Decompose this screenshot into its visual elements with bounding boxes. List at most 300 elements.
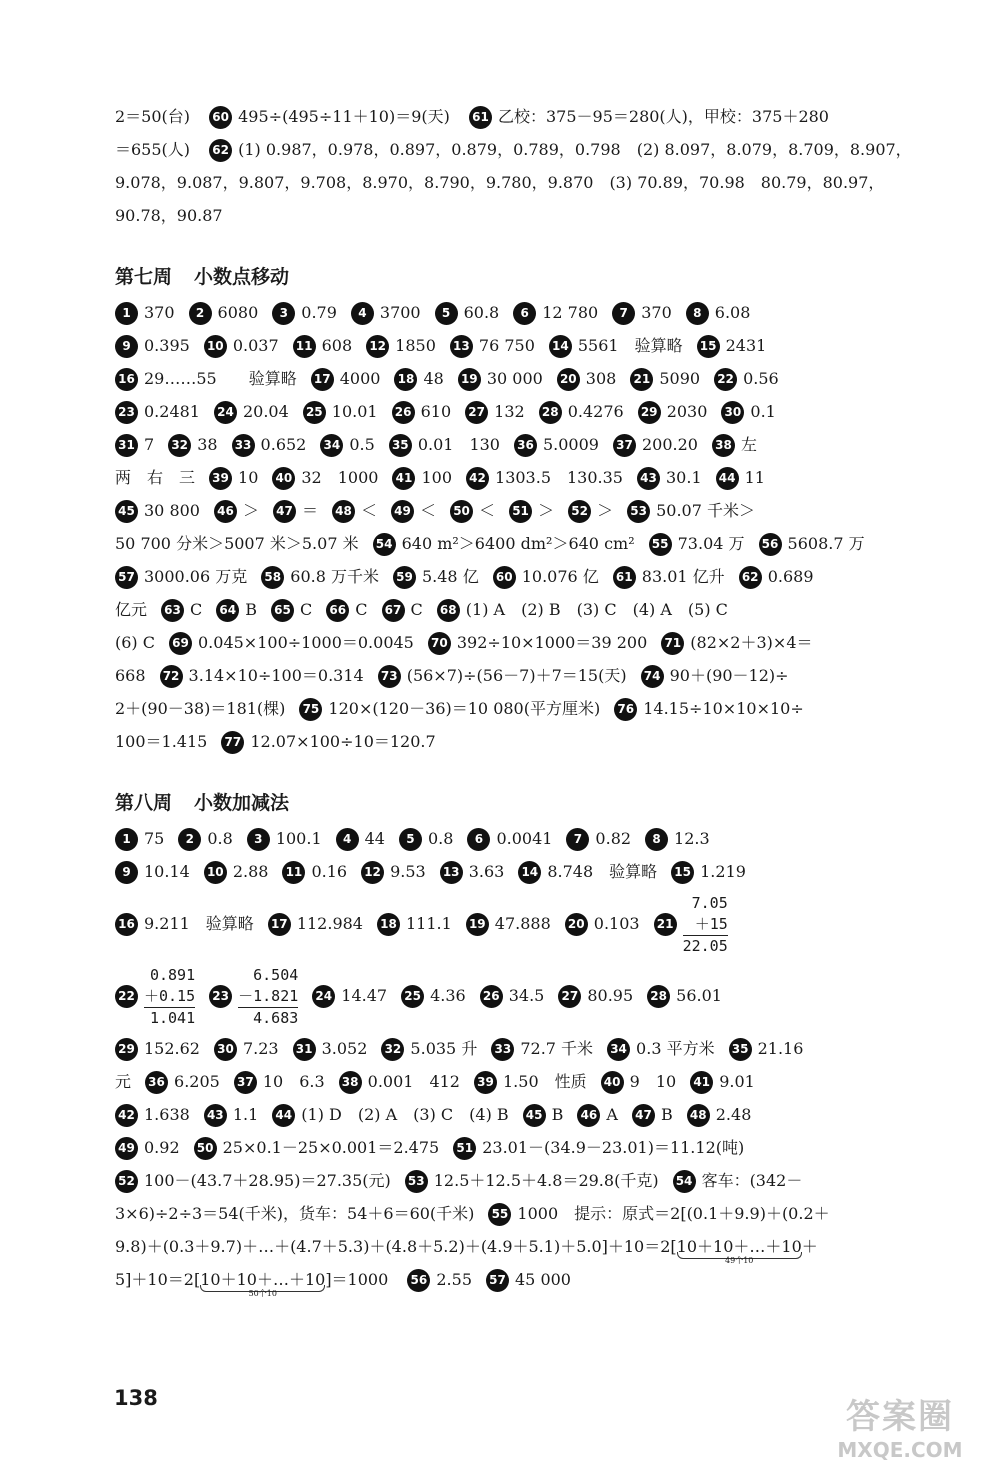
answer-text: 亿元 xyxy=(115,600,148,619)
question-number-badge: 73 xyxy=(378,665,401,688)
question-number-badge: 51 xyxy=(509,500,532,523)
question-number-badge: 28 xyxy=(647,985,670,1008)
answer-text: 152.62 xyxy=(144,1039,200,1058)
answer-text: 100 xyxy=(421,468,453,487)
calc-operator-line: ＋0.15 xyxy=(144,986,195,1008)
question-number-badge: 40 xyxy=(272,467,295,490)
answer-text: 100＝1.415 xyxy=(115,732,208,751)
question-number-badge: 38 xyxy=(339,1071,362,1094)
watermark-text: 答案圈 xyxy=(846,1397,954,1437)
answer-text: 30 800 xyxy=(144,501,200,520)
question-number-badge: 33 xyxy=(491,1038,514,1061)
question-number-badge: 68 xyxy=(437,599,460,622)
question-number-badge: 50 xyxy=(194,1137,217,1160)
section-title-week7 xyxy=(115,262,950,292)
question-number-badge: 55 xyxy=(488,1203,511,1226)
question-number-badge: 28 xyxy=(539,401,562,424)
answer-text: 640 m²＞6400 dm²＞640 cm² xyxy=(401,534,635,553)
answer-text: 132 xyxy=(494,402,525,421)
vertical-calculation xyxy=(144,965,195,1029)
answer-text: 668 xyxy=(115,666,146,685)
question-number-badge: 10 xyxy=(204,861,227,884)
question-number-badge: 11 xyxy=(293,335,316,358)
question-number-badge: 47 xyxy=(632,1104,655,1127)
question-number-badge: 44 xyxy=(716,467,739,490)
answer-text: 9.8)＋(0.3＋9.7)＋…＋(4.7＋5.3)＋(4.8＋5.2)＋(4.9＋5.1)＋5.0]＋10＝2[ xyxy=(115,1237,677,1256)
week7-answers xyxy=(115,296,950,758)
calc-operator-line: ＋15 xyxy=(683,914,728,936)
answer-text: 0.16 xyxy=(311,862,348,881)
question-number-badge: 53 xyxy=(627,500,650,523)
calc-operand: 0.891 xyxy=(149,965,196,984)
question-number-badge: 13 xyxy=(450,335,473,358)
answer-text: 7.23 xyxy=(242,1039,279,1058)
question-number-badge: 37 xyxy=(234,1071,257,1094)
intro-line-2 xyxy=(115,133,950,166)
answer-text: 2.55 xyxy=(436,1270,472,1289)
answer-text: 6.08 xyxy=(714,303,751,322)
question-number-badge: 46 xyxy=(214,500,237,523)
question-number-badge: 41 xyxy=(690,1071,713,1094)
question-number-badge: 14 xyxy=(518,861,541,884)
question-number-badge: 3 xyxy=(272,302,295,325)
question-number-badge: 65 xyxy=(271,599,294,622)
answer-text: 0.8 xyxy=(207,829,233,848)
answer-text: 3700 xyxy=(379,303,421,322)
answer-text: 56.01 xyxy=(676,986,722,1005)
question-number-badge: 38 xyxy=(712,434,735,457)
answer-text: 0.8 xyxy=(427,829,454,848)
calc-operator-line: －1.821 xyxy=(238,986,298,1008)
brace-line-a xyxy=(115,1230,950,1263)
answer-text: 23.01－(34.9－23.01)＝11.12(吨) xyxy=(482,1138,745,1157)
watermark-logo xyxy=(830,1389,970,1462)
answer-text: 80.95 xyxy=(587,986,634,1005)
question-number-badge: 23 xyxy=(115,401,138,424)
question-number-badge: 10 xyxy=(204,335,227,358)
question-number-badge: 22 xyxy=(714,368,737,391)
page-number: 138 xyxy=(114,1386,158,1410)
answer-text: 7 xyxy=(144,435,155,454)
answer-text: ＞ xyxy=(242,501,259,520)
question-number-badge: 49 xyxy=(391,500,414,523)
answer-text: 10.01 xyxy=(331,402,378,421)
answer-text: 10.076 亿 xyxy=(521,567,599,586)
answer-text: (82×2＋3)×4＝ xyxy=(690,633,813,652)
answer-line xyxy=(115,822,950,855)
answer-text: 1.219 xyxy=(700,862,746,881)
question-number-badge: 60 xyxy=(209,106,232,129)
calc-result: 22.05 xyxy=(682,936,728,955)
answer-text: 0.1 xyxy=(750,402,776,421)
answer-text: (1) 0.987，0.978，0.897，0.879，0.789，0.798 (2) 8.097，8.079，8.709，8.907， xyxy=(238,140,912,159)
question-number-badge: 34 xyxy=(320,434,343,457)
question-number-badge: 35 xyxy=(389,434,412,457)
answer-text: ＜ xyxy=(420,501,437,520)
answer-line xyxy=(115,527,950,560)
answer-text: 120×(120－36)＝10 080(平方厘米) xyxy=(328,699,601,718)
answer-text: ＋ xyxy=(801,1237,818,1256)
week8-answers-part2 xyxy=(115,1032,950,1230)
answer-text: 14.47 xyxy=(341,986,388,1005)
answer-text: 0.001 412 xyxy=(367,1072,460,1091)
answer-text: 3.63 xyxy=(468,862,505,881)
answer-line xyxy=(115,1197,950,1230)
brace-label: 50个10 xyxy=(248,1289,277,1298)
question-number-badge: 72 xyxy=(160,665,183,688)
answer-text: 50 700 分米＞5007 米＞5.07 米 xyxy=(115,534,359,553)
answer-text: 21.16 xyxy=(757,1039,804,1058)
answer-text: 0.689 xyxy=(767,567,814,586)
answer-text: 60.8 万千米 xyxy=(290,567,379,586)
answer-line xyxy=(115,1032,950,1065)
section-week-label: 第八周 xyxy=(115,792,173,814)
answer-text: 20.04 xyxy=(242,402,289,421)
question-number-badge: 58 xyxy=(261,566,284,589)
question-number-badge: 34 xyxy=(607,1038,630,1061)
answer-text: 30.1 xyxy=(666,468,702,487)
question-number-badge: 14 xyxy=(549,335,572,358)
question-number-badge: 57 xyxy=(486,1269,509,1292)
answer-text: 客车：(342－ xyxy=(701,1171,803,1190)
answer-text: 5]＋10＝2[ xyxy=(115,1270,201,1289)
question-number-badge: 51 xyxy=(453,1137,476,1160)
question-number-badge: 29 xyxy=(115,1038,138,1061)
question-number-badge: 19 xyxy=(466,913,489,936)
question-number-badge: 54 xyxy=(673,1170,696,1193)
answer-text: 元 xyxy=(115,1072,132,1091)
question-number-badge: 21 xyxy=(654,913,677,936)
answer-text: 0.82 xyxy=(595,829,632,848)
answer-text: ＞ xyxy=(538,501,555,520)
question-number-badge: 43 xyxy=(637,467,660,490)
answer-text: 2＋(90－38)＝181(棵) xyxy=(115,699,286,718)
answer-text: 9.211 验算略 xyxy=(144,914,254,933)
answer-text: A xyxy=(606,1105,618,1124)
answer-text: 9.01 xyxy=(719,1072,755,1091)
answer-line xyxy=(115,395,950,428)
answer-text: C xyxy=(190,600,203,619)
question-number-badge: 30 xyxy=(721,401,744,424)
question-number-badge: 36 xyxy=(145,1071,168,1094)
answer-text: (56×7)÷(56－7)＋7＝15(天) xyxy=(406,666,627,685)
question-number-badge: 6 xyxy=(513,302,536,325)
question-number-badge: 13 xyxy=(440,861,463,884)
section-topic-label: 小数加减法 xyxy=(194,792,290,814)
answer-text: 308 xyxy=(585,369,617,388)
question-number-badge: 17 xyxy=(268,913,291,936)
answer-text: 5.0009 xyxy=(542,435,599,454)
vertical-calculation xyxy=(238,965,298,1029)
answer-text: 200.20 xyxy=(641,435,698,454)
answer-line xyxy=(115,659,950,692)
answer-text: 60.8 xyxy=(463,303,500,322)
answer-text: 1.638 xyxy=(144,1105,190,1124)
section-topic-label: 小数点移动 xyxy=(194,266,290,288)
answer-line xyxy=(115,329,950,362)
question-number-badge: 54 xyxy=(373,533,396,556)
question-number-badge: 4 xyxy=(336,828,359,851)
question-number-badge: 44 xyxy=(272,1104,295,1127)
question-number-badge: 16 xyxy=(115,913,138,936)
question-number-badge: 20 xyxy=(557,368,580,391)
answer-text: 370 xyxy=(144,303,175,322)
answer-line xyxy=(115,725,950,758)
question-number-badge: 45 xyxy=(523,1104,546,1127)
answer-text: 3×6)÷2÷3＝54(千米)，货车：54＋6＝60(千米) xyxy=(115,1204,475,1223)
answer-text: 6.205 xyxy=(174,1072,220,1091)
answer-text: 0.56 xyxy=(743,369,779,388)
question-number-badge: 3 xyxy=(247,828,270,851)
question-number-badge: 37 xyxy=(613,434,636,457)
question-number-badge: 45 xyxy=(115,500,138,523)
answer-line xyxy=(115,494,950,527)
answer-text: 左 xyxy=(740,435,757,454)
answer-text: 两 右 三 xyxy=(115,468,196,487)
answer-line-with-vertical-sum-21 xyxy=(115,888,950,960)
question-number-badge: 33 xyxy=(232,434,255,457)
answer-text: ＝ xyxy=(302,501,319,520)
brace-line-b xyxy=(115,1263,950,1296)
answer-text: 4000 xyxy=(339,369,381,388)
question-number-badge: 48 xyxy=(687,1104,710,1127)
answer-line xyxy=(115,560,950,593)
answer-text: 5561 验算略 xyxy=(577,336,683,355)
answer-text: 10 xyxy=(238,468,259,487)
question-number-badge: 27 xyxy=(465,401,488,424)
underbrace-50 xyxy=(200,1263,325,1296)
question-number-badge: 66 xyxy=(326,599,349,622)
question-number-badge: 2 xyxy=(178,828,201,851)
question-number-badge: 53 xyxy=(405,1170,428,1193)
question-number-badge: 15 xyxy=(697,335,720,358)
answer-text: 0.5 xyxy=(349,435,375,454)
vertical-calculation xyxy=(683,893,728,957)
question-number-badge: 7 xyxy=(566,828,589,851)
answer-text: ＞ xyxy=(597,501,614,520)
answer-text: 0.0041 xyxy=(496,829,553,848)
brace-label: 49个10 xyxy=(725,1256,754,1265)
answer-text: 112.984 xyxy=(296,914,363,933)
question-number-badge: 25 xyxy=(303,401,326,424)
question-number-badge: 75 xyxy=(299,698,322,721)
question-number-badge: 24 xyxy=(214,401,237,424)
answer-text: 5.035 升 xyxy=(410,1039,478,1058)
answer-text: 12.3 xyxy=(674,829,710,848)
answer-line xyxy=(115,1098,950,1131)
brace-expression: 10＋10＋…＋10 xyxy=(676,1237,802,1256)
answer-text: 72.7 千米 xyxy=(520,1039,594,1058)
answer-text: 0.01 130 xyxy=(417,435,500,454)
question-number-badge: 74 xyxy=(641,665,664,688)
question-number-badge: 24 xyxy=(312,985,335,1008)
question-number-badge: 5 xyxy=(399,828,422,851)
answer-text: 1000 提示：原式＝2[(0.1＋9.9)＋(0.2＋ xyxy=(517,1204,830,1223)
intro-line-3: 9.078，9.087，9.807，9.708，8.970，8.790，9.780，9.870 (3) 70.89，70.98 80.79，80.97， xyxy=(115,173,885,192)
answer-line xyxy=(115,855,950,888)
question-number-badge: 42 xyxy=(466,467,489,490)
answer-text: 3000.06 万克 xyxy=(144,567,248,586)
answer-line xyxy=(115,692,950,725)
question-number-badge: 30 xyxy=(214,1038,237,1061)
question-number-badge: 6 xyxy=(467,828,490,851)
question-number-badge: 39 xyxy=(474,1071,497,1094)
answer-text: 0.92 xyxy=(144,1138,180,1157)
answer-text: ＜ xyxy=(479,501,496,520)
answer-text: 2.48 xyxy=(715,1105,752,1124)
answer-text: 10 6.3 xyxy=(262,1072,325,1091)
answer-text: 0.79 xyxy=(301,303,337,322)
question-number-badge: 60 xyxy=(493,566,516,589)
answer-text: 0.3 平方米 xyxy=(636,1039,715,1058)
answer-text: 3.052 xyxy=(321,1039,368,1058)
question-number-badge: 2 xyxy=(189,302,212,325)
question-number-badge: 56 xyxy=(407,1269,430,1292)
page-content xyxy=(115,100,950,1296)
answer-text: 610 xyxy=(420,402,452,421)
answer-text: 5090 xyxy=(659,369,701,388)
watermark-url: MXQE.COM xyxy=(837,1438,963,1462)
answer-text: 0.2481 xyxy=(144,402,200,421)
question-number-badge: 18 xyxy=(394,368,417,391)
answer-text: 25×0.1－25×0.001＝2.475 xyxy=(222,1138,440,1157)
answer-text: B xyxy=(551,1105,564,1124)
answer-text: 608 xyxy=(321,336,353,355)
answer-text: 1303.5 130.35 xyxy=(495,468,623,487)
answer-text: 3.14×10÷100＝0.314 xyxy=(188,666,364,685)
question-number-badge: 18 xyxy=(377,913,400,936)
question-number-badge: 61 xyxy=(613,566,636,589)
calc-result: 1.041 xyxy=(149,1008,196,1027)
answer-text: 48 xyxy=(423,369,444,388)
answer-text: 30 000 xyxy=(486,369,543,388)
question-number-badge: 20 xyxy=(565,913,588,936)
answer-text: 9 10 xyxy=(629,1072,677,1091)
answer-text: 1850 xyxy=(395,336,436,355)
question-number-badge: 62 xyxy=(739,566,762,589)
question-number-badge: 32 xyxy=(168,434,191,457)
answer-text: 11 xyxy=(744,468,765,487)
question-number-badge: 59 xyxy=(393,566,416,589)
answer-text: (1) D (2) A (3) C (4) B xyxy=(301,1105,509,1124)
question-number-badge: 11 xyxy=(282,861,305,884)
answer-text: 370 xyxy=(641,303,672,322)
question-number-badge: 57 xyxy=(115,566,138,589)
question-number-badge: 8 xyxy=(645,828,668,851)
intro-line-1 xyxy=(115,100,950,133)
question-number-badge: 56 xyxy=(759,533,782,556)
question-number-badge: 7 xyxy=(612,302,635,325)
question-number-badge: 31 xyxy=(293,1038,316,1061)
answer-text: C xyxy=(355,600,368,619)
answer-text: 111.1 xyxy=(405,914,452,933)
question-number-badge: 9 xyxy=(115,861,138,884)
question-number-badge: 77 xyxy=(221,731,244,754)
answer-line xyxy=(115,593,950,626)
answer-text: 5608.7 万 xyxy=(787,534,865,553)
question-number-badge: 8 xyxy=(686,302,709,325)
question-number-badge: 64 xyxy=(216,599,239,622)
question-number-badge: 76 xyxy=(614,698,637,721)
answer-line xyxy=(115,626,950,659)
brace-expression: 10＋10＋…＋10 xyxy=(200,1270,326,1289)
answer-text: 12.07×100÷10＝120.7 xyxy=(250,732,436,751)
answer-text: 2.88 xyxy=(232,862,269,881)
question-number-badge: 36 xyxy=(514,434,537,457)
question-number-badge: 71 xyxy=(661,632,684,655)
calc-operand: 6.504 xyxy=(253,965,299,984)
question-number-badge: 29 xyxy=(638,401,661,424)
question-number-badge: 21 xyxy=(630,368,653,391)
answer-text: 90＋(90－12)÷ xyxy=(669,666,789,685)
answer-line-with-vertical-sums-22-23 xyxy=(115,960,950,1032)
question-number-badge: 52 xyxy=(115,1170,138,1193)
question-number-badge: 39 xyxy=(209,467,232,490)
question-number-badge: 35 xyxy=(729,1038,752,1061)
answer-text: B xyxy=(245,600,258,619)
question-number-badge: 12 xyxy=(366,335,389,358)
answer-line xyxy=(115,428,950,461)
answer-line xyxy=(115,296,950,329)
question-number-badge: 23 xyxy=(209,985,232,1008)
question-number-badge: 69 xyxy=(169,632,192,655)
answer-text: 32 1000 xyxy=(301,468,379,487)
answer-text: 0.395 xyxy=(144,336,190,355)
answer-text: ]＝1000 xyxy=(325,1270,389,1289)
question-number-badge: 50 xyxy=(450,500,473,523)
answer-text: ＜ xyxy=(361,501,378,520)
answer-text: 14.15÷10×10×10÷ xyxy=(643,699,804,718)
underbrace-49 xyxy=(677,1230,802,1263)
question-number-badge: 32 xyxy=(381,1038,404,1061)
answer-text: 83.01 亿升 xyxy=(641,567,725,586)
answer-text: B xyxy=(660,1105,673,1124)
question-number-badge: 1 xyxy=(115,302,138,325)
answer-text: 4.36 xyxy=(430,986,466,1005)
answer-text: 2030 xyxy=(666,402,708,421)
question-number-badge: 27 xyxy=(558,985,581,1008)
section-week-label: 第七周 xyxy=(115,266,173,288)
question-number-badge: 25 xyxy=(401,985,424,1008)
answer-text: 12 780 xyxy=(542,303,599,322)
answer-text: 12.5＋12.5＋4.8＝29.8(千克) xyxy=(433,1171,659,1190)
question-number-badge: 46 xyxy=(577,1104,600,1127)
answer-line xyxy=(115,461,950,494)
answer-text: 47.888 xyxy=(494,914,551,933)
answer-text: 2＝50(台) xyxy=(115,107,191,126)
question-number-badge: 31 xyxy=(115,434,138,457)
question-number-badge: 40 xyxy=(601,1071,624,1094)
question-number-badge: 17 xyxy=(311,368,334,391)
question-number-badge: 9 xyxy=(115,335,138,358)
answer-text: 1.1 xyxy=(232,1105,259,1124)
answer-text: 45 000 xyxy=(515,1270,571,1289)
answer-line xyxy=(115,1065,950,1098)
answer-text: 10.14 xyxy=(144,862,190,881)
question-number-badge: 4 xyxy=(351,302,374,325)
answer-text: 0.045×100÷1000＝0.0045 xyxy=(198,633,414,652)
intro-line-4: 90.78，90.87 xyxy=(115,206,223,225)
answer-text: 0.652 xyxy=(260,435,307,454)
answer-text: 8.748 验算略 xyxy=(547,862,658,881)
question-number-badge: 49 xyxy=(115,1137,138,1160)
question-number-badge: 26 xyxy=(392,401,415,424)
answer-line xyxy=(115,1131,950,1164)
answer-text: 6080 xyxy=(217,303,259,322)
question-number-badge: 63 xyxy=(161,599,184,622)
answer-text: 495÷(495÷11＋10)＝9(天) xyxy=(238,107,450,126)
answer-text: 38 xyxy=(197,435,218,454)
